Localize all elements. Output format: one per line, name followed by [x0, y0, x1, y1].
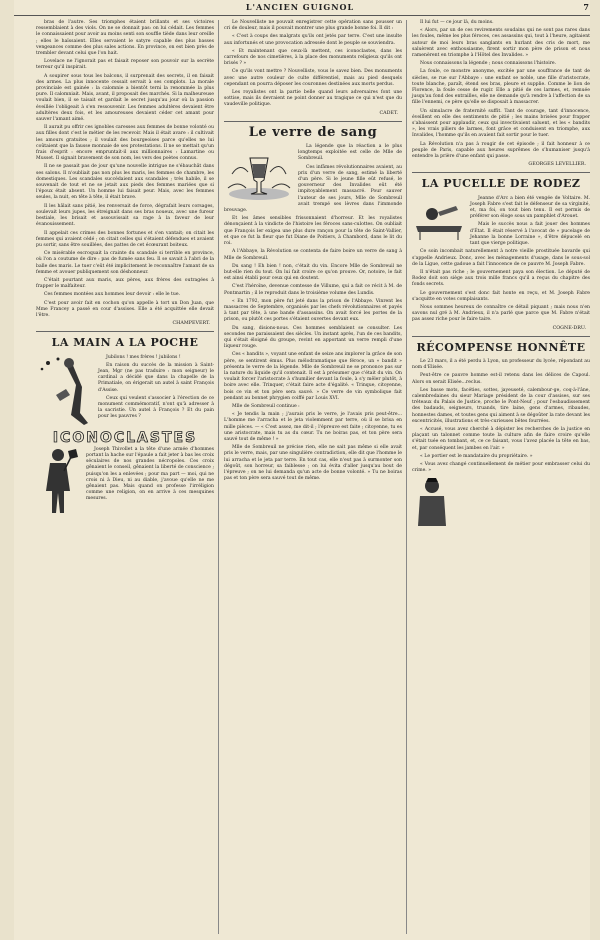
signature-levellier: GEORGES LEVELLIER. [528, 162, 586, 168]
signature-cadet: CADET. [379, 110, 398, 116]
paragraph: Un simulacre de fraternité suffit. Tant de courage, tant d'innocence, éveillent en elle des sentiments de pitié ; les mains brisées pour frapper s'abaissent pour applaudir, ceux qui invectivaient saluent, et les « bandits », les vrais piliers de larmes, font grâce et conduisent en triomphe, aux Invalides, l'homme qu'ils en avaient fait sortir pour le tuer. [412, 108, 590, 139]
paragraph: Il lui fut — ce jour là, du moins. [420, 20, 494, 25]
article-title-recompense-honnete: RÉCOMPENSE HONNÊTE [416, 340, 586, 354]
blood-glass-illustration [224, 144, 294, 204]
header-rule [14, 15, 590, 16]
paragraph: A l'Abbaye, la Révolution se contenta de faire boire un verre de sang à Mlle de Sombreuil. [224, 249, 402, 261]
paragraph: Ce soin incombait naturellement à notre vieille prostituée bavarde qui s'appelle Andrieux. Donc, avec les ménagements d'usage, dans le sous-sol de la Ligue, cette gadoue a fait l'innocence de ce pauvre M. Joseph Fabre. [412, 249, 590, 267]
separator [412, 172, 590, 173]
paragraph: La légende que la réaction a le plus longtemps exploitée est celle de Mlle de Sombreuil. [298, 144, 402, 162]
paragraph: bras de l'autre. Ses triomphes étaient brillants et ses victoires ressemblaient à des viols. On ne se donnait pas: on lui cédait. Les femmes le connaissaient pour avoir au moins senti son souffle tiède dans leur oreille ; elles le haïssaient. Elles servaient le satyre capable des plus basses vengeances comme des plus sales actions. En province, on est bien près de trembler devant celui que l'on hait. [36, 20, 214, 57]
paragraph: Il aurait pu offrir ces ignobles caresses aux femmes de bonne volonté ou aux filles dont c'est le métier de les recevoir. Mais il était avare : il cultivait les amours gratuites ; il voulait des bourgeoises parce qu'elles ne lui coûtaient que la fausse monnaie de ses protestations. Il ne se mettait qu'un frais d'esprit : encore empruntait-il aux millionnaires : Lamartine ou Musset. Il signait bravement de son nom, les vers des poètes connus. [36, 125, 214, 162]
paragraph: Nous sommes heureux de connaître ce détail piquant ; mais nous n'en savons nul gré à M. Andrieux, il n'a parlé que parce que M. Fabre n'était pas assez riche pour le faire taire. [412, 304, 590, 323]
paragraph: Il n'était pas riche ; le gouvernement paya son élection. Le député de Rodez doit son siège aux trois mille francs qu'il a reçus du chapitre des fonds secrets. [412, 269, 590, 288]
separator [36, 331, 214, 332]
paragraph: Du sang ! Eh bien ! non, c'était du vin. Encore Mlle de Sombreuil ne but-elle rien du tout. On lui fait croire ce qu'on prouve. Or, notoire, le fait est ainsi établi pour ceux qui en doutent. [224, 263, 402, 282]
paragraph: « Et maintenant que ceux-là mettent, ces iconoclastes, dans les carrefours de nos cimetières, à la place des monuments religieux qu'ils ont brisés ? » [224, 48, 402, 67]
paragraph: Joseph Thivollet a la tête d'une armée d'hommes portant la hache sur l'épaule a fait jeter à bas les croix séculaires de nos grandes nécropoles. Ces croix gênaient le conseil, gênaient la liberté de conscience ; puisqu'on les a enlevées ; pour ma part — moi, qui ne crois ni à Dieu, ni au diable, j'avoue qu'elle ne me gênaient pas. Mais quand on professe l'irréligion comme une religion, on en arrive à ces mesquines mesures. [86, 446, 214, 502]
axe-bearer-illustration [36, 447, 82, 517]
paragraph: Mais le succès nous a fait jouer des hommes d'État. Il était réservé à l'avocat de « pucelage de Jehanne la bonne Lorraine », d'être dépucelé en tant que vierge politique. [470, 222, 590, 247]
header-title: L'ANCIEN GUIGNOL [245, 2, 355, 12]
paragraph: Nous connaissons la légende ; nous connaissons l'histoire. [420, 61, 557, 67]
paragraph: Mlle de Sombreuil continue : [232, 403, 300, 409]
paragraph: La Révolution n'a pas à rougir de cet épisode ; il fait honneur à ce peuple de Paris, capable aux heures suprêmes de s'humaniser jusqu'à entendre la prière d'une enfant qui passe. [412, 141, 590, 160]
paragraph: « Accusé, vous avez cherché à dépister les recherches de la justice en plaçant un talonnet comme toute la culture afin de faire croire qu'elle s'était tuée en tombant, et, ce ce faisant, vous l'avez placée la tête en bas, et, par conséquent les jambes en l'air. » [412, 426, 590, 451]
column-divider [406, 20, 407, 934]
paragraph: Il les hâlait sans pitié, les renversait de force, dégrafait leurs corsages, soulevait leurs jupes, les étreignait dans ses bras noueux, avec une fureur bestiale, les brisait et assouvissait sa rage à la faveur de leur évanouissement. [36, 203, 214, 228]
paragraph: La foule, ce monstre anonyme, excitée par une souffrance de tant de siècles, se rue sur l'Abbaye : une enfant se noble, une fille d'aristocrate, toute blanche, paraît, étend ses bras, pleure et supplie. Comme le lion de Florence, la foule cesse de rugir. Elle a pitié de ces larmes, et, remuée jusqu'au fond des entrailles, elle ne demande qu'à rendre à l'affection de sa fille l'ennemi, ce père qu'elle se disposait à massacrer. [412, 69, 590, 106]
article-title-pucelle-de-rodez: LA PUCELLE DE RODEZ [421, 177, 581, 191]
fabre-caricature [412, 196, 466, 240]
paragraph: Le Nouvelliste ne pouvait enregistrer cette opération sans pousser un cri de douleur, mais il pouvait montrer une plus grande bonne foi. Il dit : [224, 20, 402, 32]
signature-champevert: CHAMPEVERT. [172, 321, 210, 327]
paragraph: Mlle de Sombreuil ne précise rien, elle ne sait pas même si elle avait pris le verre, mais, par une singulière contradiction, elle dit que l'homme le lui arracha et le jeta par terre. En tout cas, elle n'eut pas à surmonter son dégoût, son horreur, sa faiblesse ; on lui évita d'aller jusqu'au bout de l'épreuve ; on ne lui demanda qu'un acte de bonne volonté. » Tu ne boiras pas et ton père sera sauvé tout de même. [224, 445, 402, 482]
column-3 [412, 20, 590, 530]
paragraph: Et les âmes sensibles frissonnaient d'horreur. Et les royalistes dénonçaient à la vindicte de l'histoire les féroces sans-culottes. On oubliait que François Ier exigea une plus dure rançon pour la tête de Saint-Vallier, et que ce fut la fleur que fut Diane de Poitiers, à Chambord, dans le lit du roi. [224, 216, 402, 247]
article-title-main-a-la-poche: LA MAIN A LA POCHE [51, 336, 199, 350]
paragraph: Il appelait ces crimes des bonnes fortunes et s'en vantait; on citait les femmes qui avaient cédé ; on citait celles qui s'étaient défendues et avaient pu sortir, sans être souillées, des pattes de cet écœurant boiteux. [36, 230, 214, 248]
paragraph: « C'est à coups des malgrats qu'ils ont jetés par terre. C'est une insulte aux infortunés et une provocation adressée dont le peuple se souviendra. [224, 34, 402, 46]
paragraph: « Le portier est le mandataire du propriétaire. » [420, 453, 533, 459]
paragraph: C'est l'héroïne, devenue comtesse de Villume, qui a fait ce récit à M. de Pontmartin ; il le reproduit dans le troisième volume des Lundis. [224, 284, 402, 296]
paragraph: Ces « bandits », voyant une enfant de seize ans implorer la grâce de son père, se sentirent émus. Plus mélodramatique que féroce, un « bandit » présenta le verre de la légende. Mlle de Sombreuil ne se prononce pas sur la nature du liquide qu'il contenait. Il est à présumer que c'était du vin. On voulait forcer l'aristocrate à s'humilier devant la foule, à s'y mêler plutôt, à boire avec elle. Trinquer, c'était faire acte d'égalité. « Trinque, citoyenne, bois ce vin et ton père sera sauvé. » Ce verre de vin symbolique fait pendant au bonnet phrygien coiffé par Louis XVI. [224, 352, 402, 401]
paragraph: « Alors, par un de ces revirements soudains qui ne sont pas rares dans les foules, même les plus féroces, ces assassins qui, tout à l'heure, agitaient autour de moi leurs bras sanglants en hurlant des cris de mort, me saluèrent avec enthousiasme, firent sortir mon père de prison et nous ramenèrent en triomphe à l'Hôtel des Invalides. » [412, 28, 590, 59]
page-header [0, 2, 600, 14]
paragraph: Lovelace ne l'ignorait pas et faisait reposer son pouvoir sur la secrète terreur qu'il inspirait. [36, 59, 214, 71]
paragraph: « Je tendis la main ; j'aurais pris le verre, je l'avais pris peut-être... L'homme me l'arracha et le jeta violemment par terre, où il se brisa en mille pièces. — « C'est assez, me dit-il ; l'épreuve est faite ; citoyenne, tu es une aristocrate, mais tu as du cœur. Tu ne boiras pas, et ton père sera sauvé tout de même ! » [224, 412, 402, 442]
paragraph: Le 23 mars, il a été perdu à Lyon, un professeur du lycée, répondant au nom d'Elisée. [412, 358, 590, 371]
paragraph: A soupirer sous tous les balcons, il surprenait des secrets, il en faisait des armes. La plus innocente cessait servait à ses complots. La morale provinciale est gainée : la calomnie a bientôt terni la renommée la plus pure. Il calomniait. Mais, avant, il proposait des marchés. Si la malheureuse voulait bien, il se taisait et gardait le secret jusqu'au jour où la passion éveillée l'obligeait à s'en ressouvenir. Les femmes adultères devaient être adultères deux fois, et les amoureuses devaient céder cet amant pour sauver l'amant aimé. [36, 73, 214, 123]
separator [412, 336, 590, 337]
paragraph: Ce misérable escroquait la crainte du scandale si terrible en province, où l'on a coutume de dire : pas de fumée sans feu. Il se savait à l'abri de la balle des maris. Le tuer c'eût été implicitement le reconnaître l'amant de sa femme et avouer publiquement son déshonneur. [36, 251, 214, 275]
paragraph: Jeanne d'Arc a bien été vengée de Voltaire. M. Joseph Fabre s'est fait le défenseur de sa virginité, et, ma foi, on tout bien tenu. Il est permis de préférer son éloge sous un pamphlet d'Arouet. [470, 195, 590, 220]
paragraph: Jubilons ! mes frères ! jubilons ! [106, 354, 181, 360]
hand-pocket-illustration [36, 355, 94, 427]
article-title-verre-de-sang: Le verre de sang [248, 124, 378, 140]
paragraph: « Vous avez changé continuellement de métier pour embrasser celui du crime. » [412, 461, 590, 474]
paragraph: « En 1792, mon père fut jeté dans la prison de l'Abbaye. Vinrent les massacres de Septembre, organisés par les chefs révolutionnaires et payés à tant par tête, à une bande d'assassins. On avait forcé les portes de la prison, ou plutôt ces portes s'étaient ouvertes devant eux. [224, 298, 402, 323]
column-1 [36, 20, 214, 519]
column-2 [224, 20, 402, 484]
paragraph: Ces infâmes révolutionnaires avaient, au prix d'un verre de sang, estimé la liberté d'un père. Si le jeune fille eût refusé, le gouverneur des Invalides eût été impitoyablement massacré. Pour sauver l'auteur de ses jours, Mlle de Sombreuil avait trempé ses lèvres dans l'immonde breuvage. [224, 164, 402, 214]
paragraph: Les basse mots, facéties, sottes, jayeuseté, calembour-ge, coq-à-l'âne, calembredaines du sieur Mariage président de la cour d'assises, sur ses tréteaux du Palais de Justice, proche le Pont-Neuf ; pour l'esbaudissement des badauds, seigneurs, truands, tire laine, gens d'armes, ribaudes, honnestes dames, et toutes gens qui aiment à se dégoûter la rate devant les excentricités, illustrations et très-curieuses bêtes fourrées. [412, 387, 590, 424]
signature-cogne-dru: COGNE-DRU. [552, 325, 586, 331]
paragraph: Peut-être ce pauvre homme est-il retenu dans les délices de Capoul. Alors on serait Elisée...reclus. [412, 373, 590, 385]
mariage-caricature [412, 476, 452, 528]
paragraph: C'est pour avoir fait en cochon qu'on appelle à tort un Don Juan, que Mme Francey a passé en cour d'assises. Elle a été acquittée elle devait l'être. [36, 300, 214, 318]
paragraph: En raison du succès de la mission à Saint-Jean, Mgr (ne pas traduire : mon seigneur) le cardinal a décidé que dans la chapelle de la Primatiale, on érigerait un autel à saint François d'Assise. [98, 362, 214, 393]
article-title-iconoclastes: ICONOCLASTES [52, 429, 198, 446]
paragraph: C'était pourtant aux maris, aux pères, aux frères des outragées à frapper le malfaiteur. [36, 277, 214, 290]
paragraph: Ces femmes montées aux hommes leur devoir : elle le tue. [44, 292, 181, 298]
separator [224, 121, 402, 122]
paragraph: Ce qu'ils vont mettre ? Nouvelliste, vous le savez bien. Des monuments avec une autre couleur de culte différentiel, mais au pied desquels cependant on pourra déposer les couronnes destinées aux morts perdus. [224, 69, 402, 87]
paragraph: Ceux qui veulent s'associer à l'érection de ce monument commémoratif, n'ont qu'à adresser à la sacristie. Un autel à François ? Et du pain pour les pauvres ? [98, 395, 214, 420]
paragraph: Le gouvernement s'est donc fait honte en reçu, et M. Joseph Fabre s'acquitte en votes complaisants. [412, 290, 590, 302]
paragraph: Du sang, disions-nous. Ces hommes semblaient se consulter. Les secondes me paraissaient des siècles. Un instant après, l'un de ces bandits, qui s'était éloigné du groupe, revint en apportant un verre rempli d'une liqueur rouge. [224, 325, 402, 350]
page-number: 7 [583, 2, 590, 12]
paragraph: Les royalistes ont la partie belle quand leurs adversaires font une sottise, mais ils devraient ne point donner au tragique ce qui n'est que du vaudeville politique. [224, 90, 402, 108]
column-divider [218, 20, 219, 934]
paragraph: Il ne se passait pas de jour qu'une nouvelle intrigue ne s'ébauchât dans ses salons. Il n'oubliait pas non plus les maris, les femmes de chambre, les domestiques. Les scandales succédaient aux scandales ; très habile, il se souvenait de tout et ne se jetait aux pieds des femmes mariées que si l'époux était absent. Un homme lui faisait peur. Mais, avec les femmes seules, la nuit, en tête à tête, il était brave. [36, 164, 214, 201]
